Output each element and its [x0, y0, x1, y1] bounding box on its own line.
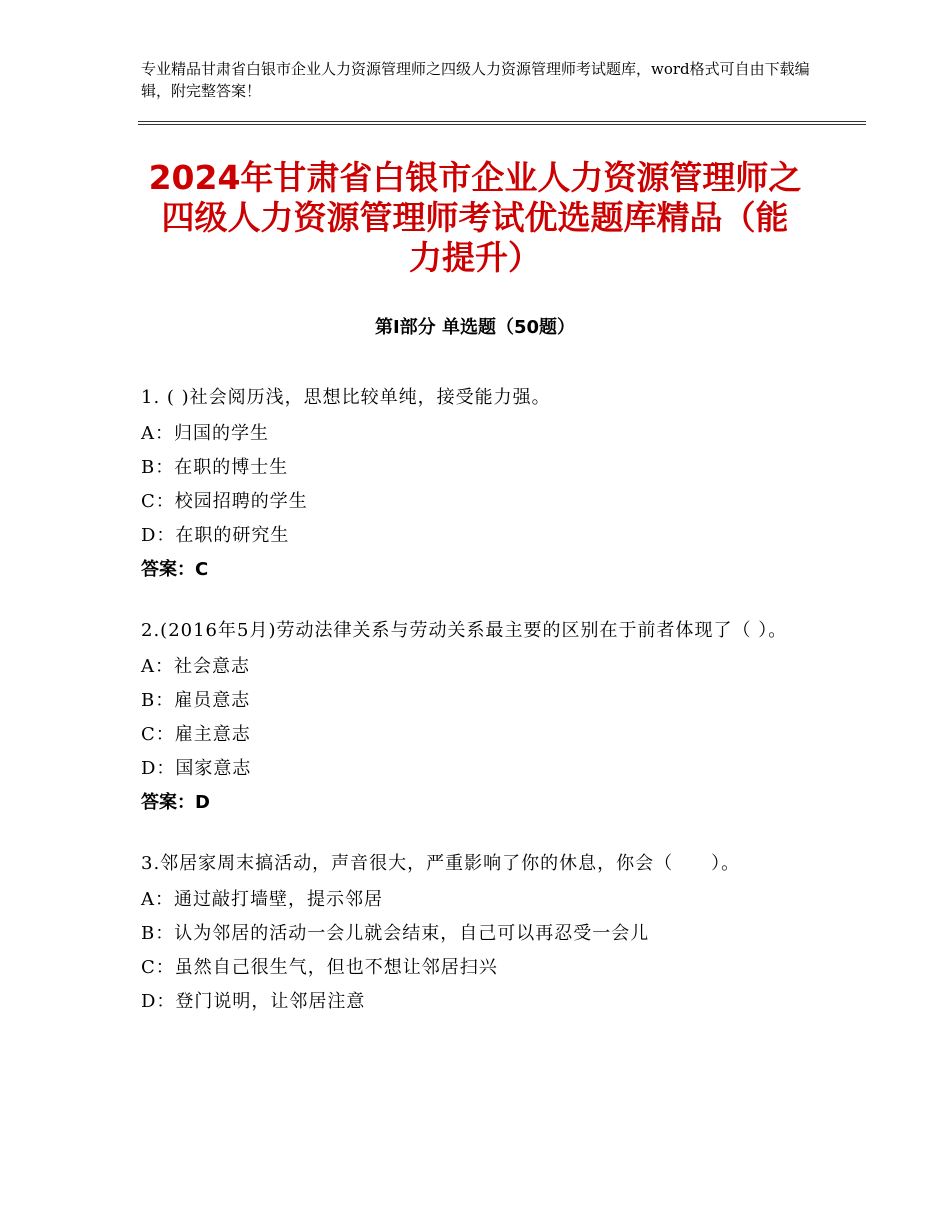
option-d: D：登门说明，让邻居注意 — [141, 991, 366, 1012]
answer: 答案：C — [141, 559, 209, 580]
title-line: 力提升） — [409, 238, 541, 277]
option-a: A：归国的学生 — [141, 423, 269, 444]
title-line: 四级人力资源管理师考试优选题库精品（能 — [161, 198, 789, 237]
question-stem: 3.邻居家周末搞活动，声音很大，严重影响了你的休息，你会（ ）。 — [141, 853, 741, 874]
option-c: C：雇主意志 — [141, 724, 251, 745]
question-3 — [141, 849, 821, 1019]
title-line: 2024年甘肃省白银市企业人力资源管理师之 — [148, 158, 802, 197]
option-a: A：通过敲打墙壁，提示邻居 — [141, 889, 383, 910]
question-1 — [141, 383, 821, 587]
header-divider-secondary — [138, 124, 866, 125]
option-d: D：国家意志 — [141, 758, 252, 779]
option-c: C：校园招聘的学生 — [141, 491, 308, 512]
option-c: C：虽然自己很生气，但也不想让邻居扫兴 — [141, 957, 498, 978]
option-a: A：社会意志 — [141, 656, 250, 677]
section-heading: 第Ⅰ部分 单选题（50题） — [374, 317, 575, 338]
header-note: 专业精品甘肃省白银市企业人力资源管理师之四级人力资源管理师考试题库，word格式可自由下载编辑，附完整答案！ — [141, 60, 810, 100]
question-stem: 1. ( )社会阅历浅，思想比较单纯，接受能力强。 — [141, 387, 551, 408]
option-b: B：认为邻居的活动一会儿就会结束，自己可以再忍受一会儿 — [141, 923, 650, 944]
option-d: D：在职的研究生 — [141, 525, 290, 546]
header-divider — [138, 121, 866, 122]
answer: 答案：D — [141, 792, 210, 813]
option-b: B：雇员意志 — [141, 690, 251, 711]
question-stem: 2.(2016年5月)劳动法律关系与劳动关系最主要的区别在于前者体现了（ ）。 — [141, 620, 788, 641]
document-title — [120, 158, 830, 278]
question-2 — [141, 616, 821, 820]
question-list — [141, 383, 821, 1048]
option-b: B：在职的博士生 — [141, 457, 289, 478]
